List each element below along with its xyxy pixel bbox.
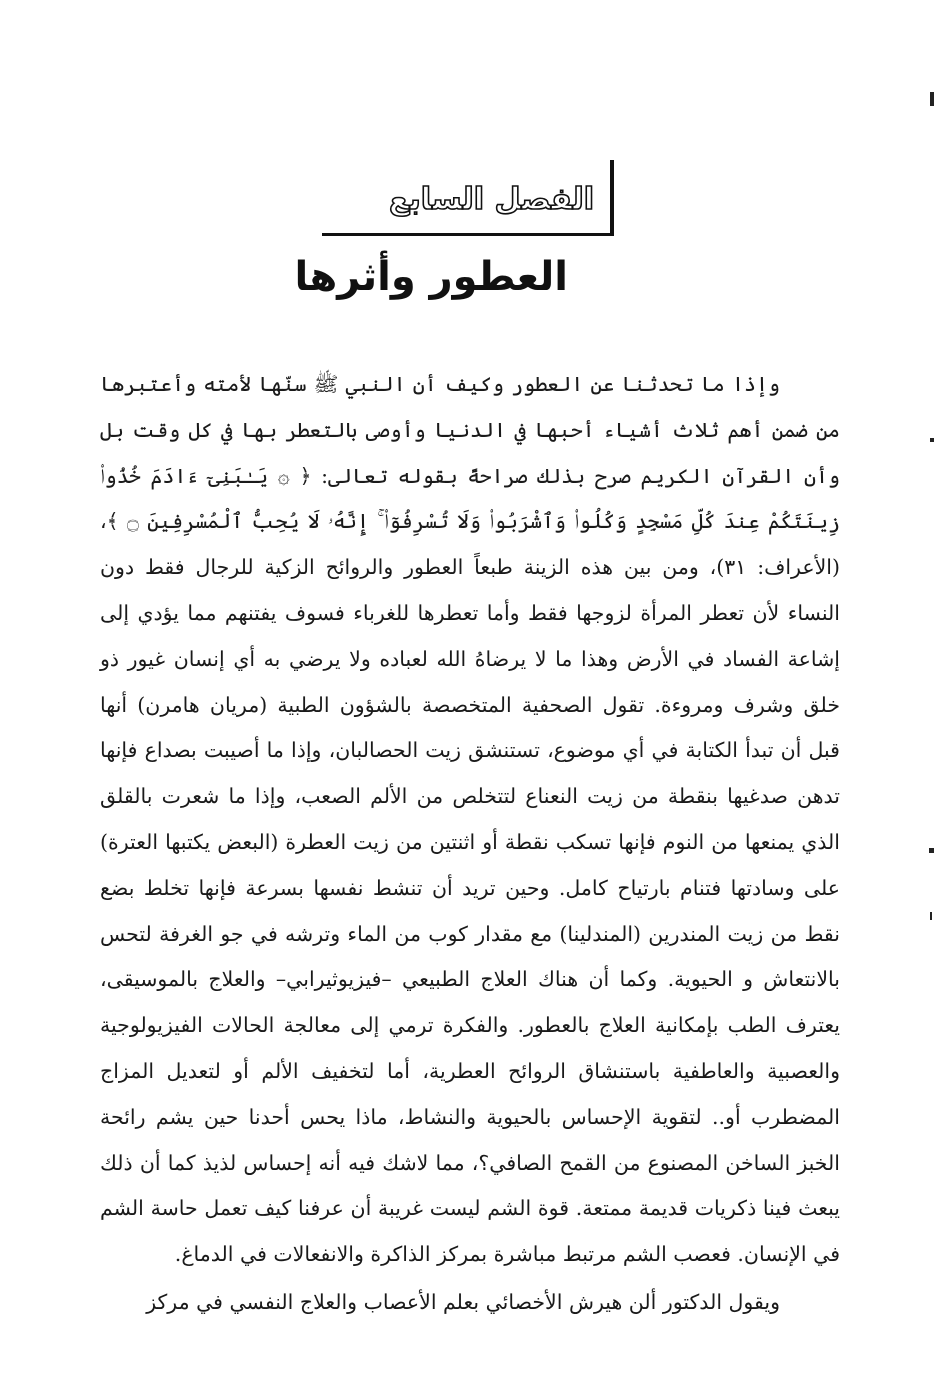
heading-horizontal-rule <box>322 233 614 236</box>
chapter-heading-box <box>322 160 614 236</box>
body-text <box>100 362 840 1326</box>
chapter-title: العطور وأثرها <box>294 254 568 300</box>
chapter-label: الفصل السابع <box>388 182 594 217</box>
scan-speck <box>930 912 932 920</box>
scan-speck <box>929 848 934 853</box>
paragraph-1: وإذا ما تحدثنا عن العطور وكيف أن النبي ﷺ سنّها لأمته وأعتبرها من ضمن أهم ثلاث أشياء أحبها في الدنيا وأوصى بالتعطر بها في كل وقت بل وأن القرآن الكريم صرح بذلك صراحةً بقوله تعالى: ﴿ ۞ يَـٰبَنِىٓ ءَادَمَ خُذُوا۟ زِينَتَكُمْ عِندَ كُلِّ مَسْجِدٍ وَكُلُوا۟ وَٱشْرَبُوا۟ وَلَا تُسْرِفُوٓا۟ ۚ إِنَّهُۥ لَا يُحِبُّ ٱلْمُسْرِفِينَ ۝ ﴾، (الأعراف: ٣١)، ومن بين هذه الزينة طبعاً العطور والروائح الزكية للرجال فقط دون النساء لأن تعطر المرأة لزوجها فقط وأما تعطرها للغرباء فسوف يفتنهم مما يؤدي إلى إشاعة الفساد في الأرض وهذا ما لا يرضاهُ الله لعباده ولا يرضي به أي إنسان غيور ذو خلق وشرف ومروءة. تقول الصحفية المتخصصة بالشؤون الطبية (مريان هامرن) أنها قبل أن تبدأ الكتابة في أي موضوع، تستنشق زيت الحصالبان، وإذا ما أصيبت بصداع فإنها تدهن صدغيها بنقطة من زيت النعناع لتتخلص من الألم الصعب، وإذا ما شعرت بالقلق الذي يمنعها من النوم فإنها تسكب نقطة أو اثنتين من زيت العطرة (البعض يكتبها العترة) على وسادتها فتنام بارتياح كامل. وحين تريد أن تنشط نفسها بسرعة فإنها تخلط بضع نقط من زيت المندرين (المندلينا) مع مقدار كوب من الماء وترشه في جو الغرفة لتحس بالانتعاش و الحيوية. وكما أن هناك العلاج الطبيعي –فيزيوثيرابي– والعلاج بالموسيقى، يعترف الطب بإمكانية العلاج بالعطور. والفكرة ترمي إلى معالجة الحالات الفيزيولوجية والعصبية والعاطفية باستنشاق الروائح العطرية، أما لتخفيف الألم أو لتعديل المزاج المضطرب أو.. لتقوية الإحساس بالحيوية والنشاط، ماذا يحس أحدنا حين يشم رائحة الخبز الساخن المصنوع من القمح الصافي؟، مما لاشك فيه أنه إحساس لذيذ كما أن ذلك يبعث فينا ذكريات قديمة ممتعة. قوة الشم ليست غريبة أن عرفنا كيف تعمل حاسة الشم في الإنسان. فعصب الشم مرتبط مباشرة بمركز الذاكرة والانفعالات في الدماغ. <box>100 372 840 1267</box>
scan-speck <box>930 438 934 442</box>
scan-speck <box>930 92 934 106</box>
heading-vertical-rule <box>610 160 614 236</box>
paragraph-2: ويقول الدكتور ألن هيرش الأخصائي بعلم الأعصاب والعلاج النفسي في مركز <box>146 1289 780 1314</box>
